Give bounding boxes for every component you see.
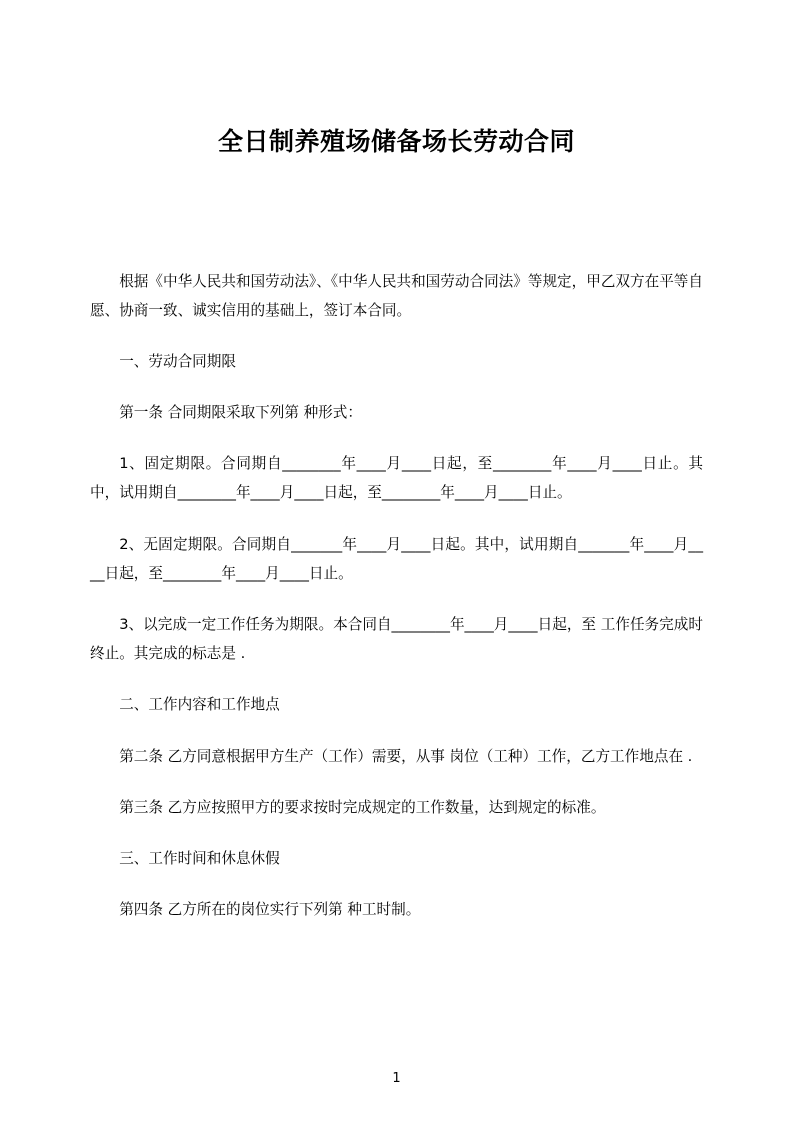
paragraph-article-three: 第三条 乙方应按照甲方的要求按时完成规定的工作数量，达到规定的标准。 bbox=[119, 798, 606, 816]
heading-section-two: 二、工作内容和工作地点 bbox=[119, 696, 280, 714]
page-number: 1 bbox=[392, 1071, 401, 1086]
paragraph-article-one: 第一条 合同期限采取下列第 种形式： bbox=[119, 404, 362, 422]
paragraph-article-one-item-two: 2、无固定期限。合同期自_______年____月____日起。其中，试用期自_______年____月____日起，至________年____月____日止。 bbox=[90, 535, 703, 582]
page-title: 全日制养殖场储备场长劳动合同 bbox=[217, 127, 575, 156]
document-body bbox=[90, 267, 703, 925]
paragraph-article-one-item-three: 3、以完成一定工作任务为期限。本合同自________年____月____日起，至 工作任务完成时终止。其完成的标志是 . bbox=[90, 616, 703, 663]
paragraph-preamble: 根据《中华人民共和国劳动法》、《中华人民共和国劳动合同法》等规定，甲乙双方在平等自愿、协商一致、诚实信用的基础上，签订本合同。 bbox=[90, 272, 703, 319]
heading-section-three: 三、工作时间和休息休假 bbox=[119, 849, 280, 867]
paragraph-article-two: 第二条 乙方同意根据甲方生产（工作）需要，从事 岗位（工种）工作，乙方工作地点在 . bbox=[119, 747, 693, 765]
paragraph-article-one-item-one: 1、固定期限。合同期自________年____月____日起，至________年____月____日止。其中，试用期自________年____月____日起，至________年____月____日止。 bbox=[90, 455, 703, 502]
paragraph-article-four: 第四条 乙方所在的岗位实行下列第 种工时制。 bbox=[119, 901, 421, 919]
heading-section-one: 一、劳动合同期限 bbox=[119, 352, 236, 370]
